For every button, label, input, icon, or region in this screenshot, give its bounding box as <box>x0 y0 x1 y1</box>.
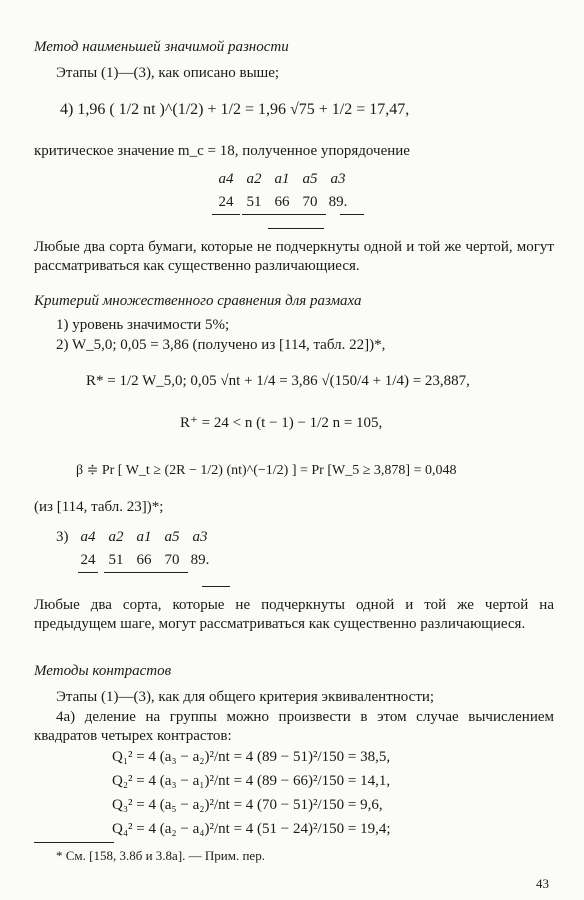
underline-a2-a5 <box>242 214 326 215</box>
conclusion-1: Любые два сорта бумаги, которые не подчеркнуты одной и той же чертой, могут рассматриваться как существенно различающиеся. <box>34 239 554 274</box>
order-value: 89. <box>328 193 348 210</box>
order-label: a4 <box>80 529 96 545</box>
order-value: 24 <box>218 193 234 210</box>
equation-beta: β ≑ Pr [ W_t ≥ (2R − 1/2) (nt)^(−1/2) ] = Pr [W_5 ≥ 3,878] = 0,048 <box>76 463 457 478</box>
order-label: a5 <box>164 529 180 545</box>
stages-text-1: Этапы (1)—(3), как описано выше; <box>56 65 280 81</box>
separator-rule-2 <box>202 586 230 587</box>
order-label: a3 <box>192 529 208 545</box>
equation-4-text: 4) 1,96 ( 1/2 nt )^(1/2) + 1/2 = 1,96 √75 + 1/2 = 17,47, <box>60 101 410 118</box>
item-4a: 4а) деление на группы можно произвести в этом случае вычислением квадратов четырех контрастов: <box>34 709 554 744</box>
equation-r-star: R* = 1/2 W_5,0; 0,05 √nt + 1/4 = 3,86 √(150/4 + 1/4) = 23,887, <box>86 373 470 389</box>
order-label: a5 <box>302 171 318 187</box>
source-note: (из [114, табл. 23])*; <box>34 499 164 515</box>
page-number: 43 <box>536 876 549 891</box>
order-value: 51 <box>108 551 124 568</box>
equation-4 <box>60 100 409 120</box>
footnote: * См. [158, 3.8б и 3.8а]. — Прим. пер. <box>56 848 265 863</box>
section-heading-lsd: Метод наименьшей значимой разности <box>34 39 289 55</box>
conclusion-2: Любые два сорта, которые не подчеркнуты одной и той же чертой на предыдущем шаге, могут рассматриваться как существенно различающиеся. <box>34 597 554 632</box>
ordering-labels <box>212 170 352 189</box>
contrast-q2: Q₂² = 4 (a₃ − a₁)²/nt = 4 (89 − 66)²/150 = 14,1, <box>112 773 391 789</box>
item-3-label: 3) <box>56 529 69 545</box>
underline-a4 <box>212 214 240 215</box>
underline-a4 <box>78 572 98 573</box>
contrast-q4: Q₄² = 4 (a₂ − a₄)²/nt = 4 (51 − 24)²/150 = 19,4; <box>112 821 391 837</box>
contrast-q1: Q₁² = 4 (a₃ − a₂)²/nt = 4 (89 − 51)²/150 = 38,5, <box>112 749 391 765</box>
critical-value-text: критическое значение m_c = 18, полученное упорядочение <box>34 143 410 159</box>
order-label: a1 <box>136 529 152 545</box>
ordering-labels <box>74 528 214 547</box>
contrast-q3: Q₃² = 4 (a₅ − a₂)²/nt = 4 (70 − 51)²/150 = 9,6, <box>112 797 383 813</box>
stages-text-3: Этапы (1)—(3), как для общего критерия эквивалентности; <box>56 689 435 705</box>
ordering-block-1 <box>212 170 352 212</box>
order-value: 70 <box>302 193 318 210</box>
section-heading-range: Критерий множественного сравнения для размаха <box>34 293 362 309</box>
order-label: a2 <box>108 529 124 545</box>
section-heading-contrasts: Методы контрастов <box>34 663 172 679</box>
order-value: 66 <box>136 551 152 568</box>
equation-r-plus: R⁺ = 24 < n (t − 1) − 1/2 n = 105, <box>180 415 383 431</box>
order-value: 51 <box>246 193 262 210</box>
order-label: a2 <box>246 171 262 187</box>
separator-rule-1 <box>268 228 324 229</box>
ordering-values <box>74 551 214 570</box>
ordering-block-2 <box>74 528 214 570</box>
underline-a3 <box>340 214 364 215</box>
item-2: 2) W_5,0; 0,05 = 3,86 (получено из [114, табл. 22])*, <box>56 337 386 353</box>
ordering-values <box>212 193 352 212</box>
footnote-rule <box>34 842 114 843</box>
item-1: 1) уровень значимости 5%; <box>56 317 230 333</box>
order-value: 66 <box>274 193 290 210</box>
order-label: a1 <box>274 171 290 187</box>
order-value: 89. <box>190 551 210 568</box>
order-value: 70 <box>164 551 180 568</box>
order-label: a3 <box>330 171 346 187</box>
underline-a2-a5 <box>104 572 188 573</box>
order-value: 24 <box>80 551 96 568</box>
order-label: a4 <box>218 171 234 187</box>
